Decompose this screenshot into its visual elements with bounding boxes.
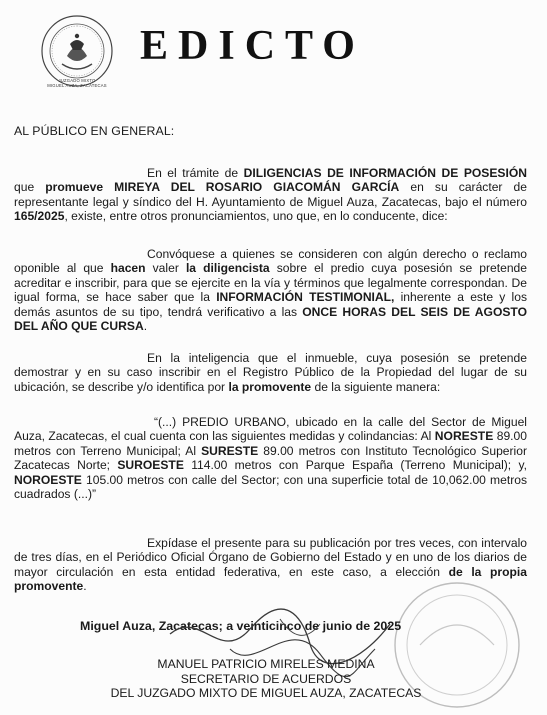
court-seal-icon [40, 14, 114, 88]
bold-span: NORESTE [434, 429, 494, 444]
bold-span: SUROESTE [117, 458, 184, 473]
text-span: de la siguiente manera: [311, 379, 441, 394]
paragraph-4-quote [14, 415, 527, 501]
text-span: . [143, 319, 148, 334]
text-span: que [14, 180, 46, 195]
seal-caption-line: MIGUEL AUZA, ZACATECAS [47, 83, 107, 88]
text-span: en su carácter de representante legal y síndico del H. Ayuntamiento de Miguel Auza, Zacatecas [14, 180, 527, 209]
bold-span: SURESTE [201, 443, 259, 458]
text-span: . [83, 579, 87, 594]
text-span: “(...) PREDIO URBANO, ubicado en la calle del Sector de Miguel Auza, Zacatecas, el cual cuenta con las siguientes medidas y colindancias: Al [14, 415, 527, 444]
text-span: sobre el predio cuya posesión se pretende acreditar e inscribir, para que se ejercite en la vía y términos que legalmente correspondan. De igual forma, se hace saber que la [14, 261, 528, 305]
bold-span: ONCE HORAS DEL SEIS DE AGOSTO DEL AÑO QUE CURSA [14, 304, 527, 334]
text-span: , existe, entre otros pronunciamientos, uno que, en lo conducente, dice: [64, 209, 448, 224]
signatory-role: SECRETARIO DE ACUERDOS [180, 671, 352, 686]
text-span: , bajo el número [437, 194, 527, 209]
bold-span: de la propia promovente [14, 564, 527, 594]
bold-span: promueve MIREYA DEL ROSARIO GIACOMÁN GARCÍA [45, 180, 400, 195]
text-span: 89.00 metros con Instituto Tecnológico Superior Zacatecas Norte; [14, 443, 527, 473]
text-span: En la inteligencia que el inmueble, cuya posesión se pretende demostrar y en su caso inscribir en el Registro Público de la Propiedad del lugar de su ubicación, se describe y/o identifica por [14, 351, 527, 394]
signature-block [80, 657, 452, 701]
paragraph-2 [14, 247, 527, 333]
text-span: 114.00 metros con Parque España (Terreno Municipal); y, [183, 458, 527, 473]
salutation: AL PÚBLICO EN GENERAL: [14, 124, 175, 138]
signatory-court: DEL JUZGADO MIXTO DE MIGUEL AUZA, ZACATECAS [110, 686, 422, 701]
bold-span: la promovente [228, 379, 312, 394]
bold-span: 165/2025 [14, 209, 65, 224]
text-span: Expídase el presente para su publicación por tres veces, con intervalo de tres días, en el Periódico Oficial Órgano de Gobierno del Estado y en uno de los diarios de mayor circulación en esta entidad federativa, en este caso, a elección [14, 536, 527, 579]
text-span: 89.00 metros con Terreno Municipal; Al [14, 429, 527, 458]
text-span: inherente a este y los demás asuntos de su tipo, tendrá verificativo a las [14, 290, 528, 319]
bold-span: hacen [110, 261, 146, 276]
seal-caption [30, 78, 124, 88]
signature-date-line: Miguel Auza, Zacatecas; a veinticinco de junio de 2025 [80, 619, 402, 633]
bold-span: NOROESTE [14, 472, 82, 487]
text-span: En el trámite de [147, 166, 244, 180]
paragraph-1 [14, 166, 527, 224]
text-span: valer [145, 261, 186, 276]
text-span: 105.00 metros con calle del Sector; con una superficie total de 10,062.00 metros cuadrados (...)” [14, 472, 527, 502]
bold-span: INFORMACIÓN TESTIMONIAL, [216, 290, 395, 305]
bold-span: DILIGENCIAS DE INFORMACIÓN DE POSESIÓN [243, 166, 527, 180]
paragraph-3 [14, 351, 527, 394]
seal-caption-line: JUZGADO MIXTO [58, 78, 96, 83]
document-title: EDICTO [140, 23, 365, 69]
text-span: Convóquese a quienes se consideren con algún derecho o reclamo oponible al que [14, 247, 527, 276]
signatory-name: MANUEL PATRICIO MIRELES MEDINA [157, 657, 375, 671]
bold-span: la diligencista [185, 261, 270, 276]
